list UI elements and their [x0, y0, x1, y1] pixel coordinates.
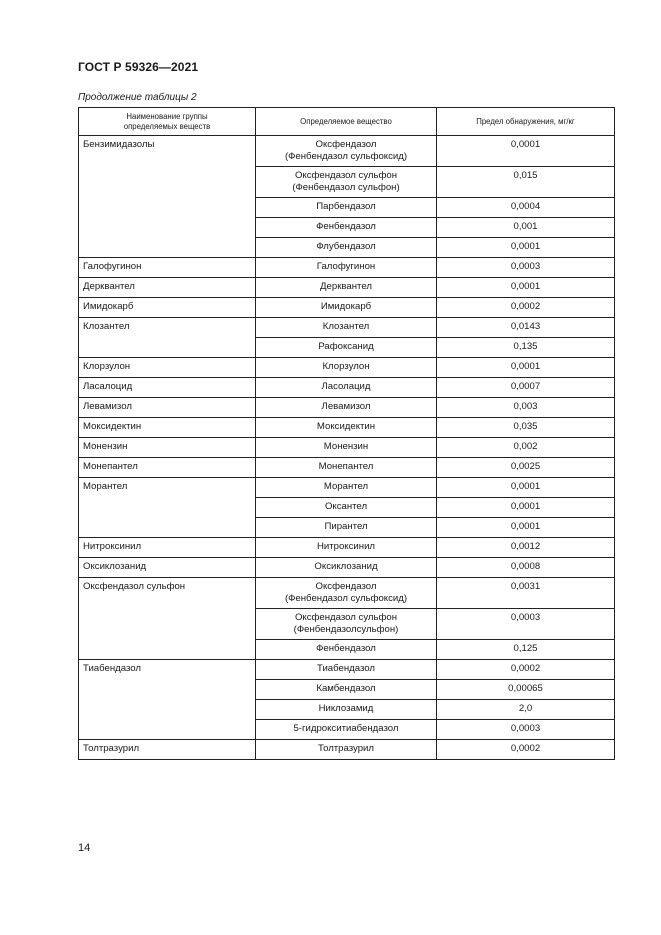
substance-cell: Фенбендазол	[256, 640, 437, 660]
limit-cell: 0,0001	[437, 278, 615, 298]
limit-cell: 0,0002	[437, 740, 615, 760]
limit-cell: 0,0003	[437, 720, 615, 740]
column-header-substance: Определяемое вещество	[256, 108, 437, 136]
table-body	[79, 136, 615, 760]
limit-cell: 0,015	[437, 167, 615, 198]
group-name-cell: Левамизол	[79, 398, 256, 418]
column-header-group: Наименование группы определяемых веществ	[79, 108, 256, 136]
limit-cell: 0,0001	[437, 358, 615, 378]
limit-cell: 0,0001	[437, 478, 615, 498]
limit-cell: 0,0002	[437, 660, 615, 680]
limit-cell: 0,0001	[437, 518, 615, 538]
substance-cell: Оксфендазол (Фенбендазол сульфоксид)	[256, 136, 437, 167]
limit-cell: 0,035	[437, 418, 615, 438]
table-row	[79, 318, 615, 338]
table-row	[79, 398, 615, 418]
substance-cell: Оксфендазол сульфон (Фенбендазол сульфон)	[256, 167, 437, 198]
limit-cell: 0,0012	[437, 538, 615, 558]
group-name-cell: Имидокарб	[79, 298, 256, 318]
table-row	[79, 418, 615, 438]
limit-cell: 0,0001	[437, 238, 615, 258]
substance-cell: Толтразурил	[256, 740, 437, 760]
group-name-cell: Моксидектин	[79, 418, 256, 438]
limit-cell: 0,0007	[437, 378, 615, 398]
table-row	[79, 558, 615, 578]
limit-cell: 0,0002	[437, 298, 615, 318]
document-header: ГОСТ Р 59326—2021	[78, 60, 199, 74]
group-name-cell: Тиабендазол	[79, 660, 256, 740]
group-name-cell: Оксиклозанид	[79, 558, 256, 578]
substance-cell: Оксиклозанид	[256, 558, 437, 578]
group-name-cell: Дерквантел	[79, 278, 256, 298]
column-header-limit: Предел обнаружения, мг/кг	[437, 108, 615, 136]
limit-cell: 0,003	[437, 398, 615, 418]
substance-cell: Левамизол	[256, 398, 437, 418]
substance-cell: Парбендазол	[256, 198, 437, 218]
substance-cell: Оксантел	[256, 498, 437, 518]
substance-cell: Камбендазол	[256, 680, 437, 700]
limit-cell: 0,001	[437, 218, 615, 238]
substance-cell: Галофугинон	[256, 258, 437, 278]
group-name-cell: Монепантел	[79, 458, 256, 478]
limit-cell: 0,0008	[437, 558, 615, 578]
group-name-cell: Клозантел	[79, 318, 256, 358]
substance-cell: Монепантел	[256, 458, 437, 478]
table-row	[79, 378, 615, 398]
table-row	[79, 740, 615, 760]
group-name-cell: Бензимидазолы	[79, 136, 256, 258]
limit-cell: 0,0003	[437, 609, 615, 640]
limit-cell: 0,0003	[437, 258, 615, 278]
substance-cell: Моксидектин	[256, 418, 437, 438]
substance-cell: Фенбендазол	[256, 218, 437, 238]
substance-cell: 5-гидрокситиабендазол	[256, 720, 437, 740]
substance-cell: Рафоксанид	[256, 338, 437, 358]
substance-cell: Клорзулон	[256, 358, 437, 378]
table-row	[79, 458, 615, 478]
substance-cell: Оксфендазол сульфон (Фенбендазолсульфон)	[256, 609, 437, 640]
substance-cell: Флубендазол	[256, 238, 437, 258]
detection-limits-table	[78, 107, 615, 760]
limit-cell: 0,002	[437, 438, 615, 458]
substance-cell: Монензин	[256, 438, 437, 458]
table-row	[79, 478, 615, 498]
group-name-cell: Галофугинон	[79, 258, 256, 278]
group-name-cell: Морантел	[79, 478, 256, 538]
limit-cell: 0,0001	[437, 136, 615, 167]
limit-cell: 0,0025	[437, 458, 615, 478]
table-row	[79, 136, 615, 167]
limit-cell: 2,0	[437, 700, 615, 720]
table-row	[79, 358, 615, 378]
substance-cell: Клозантел	[256, 318, 437, 338]
group-name-cell: Нитроксинил	[79, 538, 256, 558]
limit-cell: 0,00065	[437, 680, 615, 700]
table-row	[79, 538, 615, 558]
table-row	[79, 660, 615, 680]
substance-cell: Тиабендазол	[256, 660, 437, 680]
limit-cell: 0,0004	[437, 198, 615, 218]
limit-cell: 0,135	[437, 338, 615, 358]
group-name-cell: Монензин	[79, 438, 256, 458]
substance-cell: Ласолацид	[256, 378, 437, 398]
limit-cell: 0,0143	[437, 318, 615, 338]
limit-cell: 0,125	[437, 640, 615, 660]
substance-cell: Дерквантел	[256, 278, 437, 298]
table-caption: Продолжение таблицы 2	[78, 92, 197, 103]
group-name-cell: Клорзулон	[79, 358, 256, 378]
group-name-cell: Толтразурил	[79, 740, 256, 760]
limit-cell: 0,0001	[437, 498, 615, 518]
table-row	[79, 578, 615, 609]
table-header-row	[79, 108, 615, 136]
table-row	[79, 298, 615, 318]
substance-cell: Нитроксинил	[256, 538, 437, 558]
limit-cell: 0,0031	[437, 578, 615, 609]
group-name-cell: Оксфендазол сульфон	[79, 578, 256, 660]
page-number: 14	[78, 842, 91, 854]
substance-cell: Морантел	[256, 478, 437, 498]
substance-cell: Никлозамид	[256, 700, 437, 720]
table-row	[79, 278, 615, 298]
group-name-cell: Ласалоцид	[79, 378, 256, 398]
substance-cell: Пирантел	[256, 518, 437, 538]
table-row	[79, 438, 615, 458]
table-row	[79, 258, 615, 278]
substance-cell: Оксфендазол (Фенбендазол сульфоксид)	[256, 578, 437, 609]
substance-cell: Имидокарб	[256, 298, 437, 318]
